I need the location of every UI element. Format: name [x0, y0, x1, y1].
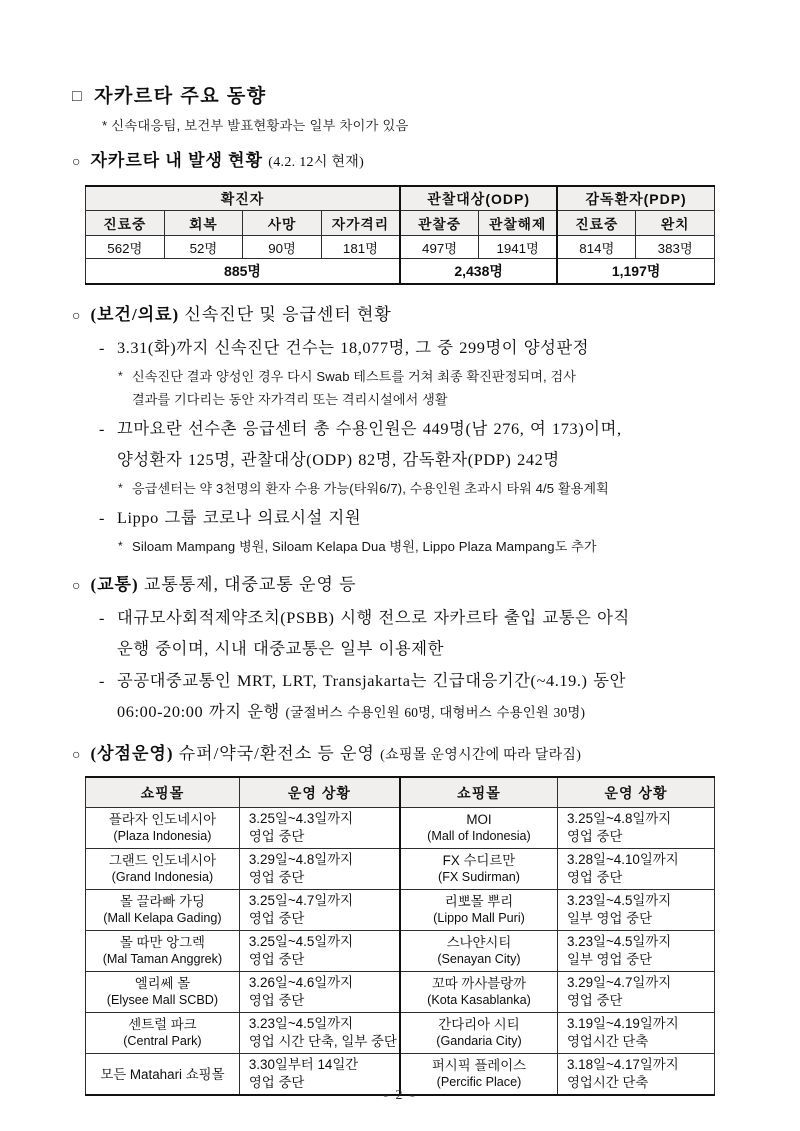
item-line-text: 공공대중교통인 MRT, LRT, Transjakarta는 긴급대응기간(~4.19.) 동안: [117, 671, 626, 690]
mall-name-en: (Grand Indonesia): [111, 870, 214, 884]
mall-name-cell: [86, 931, 240, 972]
mall-table-col-header: 운영 상황: [557, 777, 714, 808]
status-table-head: [86, 186, 715, 236]
mall-name-ko: 몰 끌라빠 가딩: [119, 894, 205, 909]
section-shops-suffix: (쇼핑몰 운영시간에 따라 달라짐): [380, 748, 582, 763]
section-item: [118, 477, 728, 500]
mall-status-period: 3.28일~4.10일까지: [566, 852, 679, 867]
section-status-suffix: (4.2. 12시 현재): [268, 155, 365, 170]
mall-table-row: [86, 890, 715, 931]
item-line: [117, 602, 728, 633]
mall-name-en: (Gandaria City): [436, 1034, 522, 1048]
item-line-text: Siloam Mampang 병원, Siloam Kelapa Dua 병원, Lippo Plaza Mampang도 추가: [132, 539, 597, 554]
mall-status-cell: [557, 890, 714, 931]
mall-status-text: 영업 중단: [248, 829, 305, 844]
status-table-values-row: [86, 236, 715, 259]
mall-status-period: 3.18일~4.17일까지: [566, 1057, 679, 1072]
mall-name-en: (Central Park): [123, 1034, 202, 1048]
item-line-text: 끄마요란 선수촌 응급센터 총 수용인원은 449명(남 276, 여 173)이며,: [117, 419, 622, 438]
mall-name-ko: 센트럴 파크: [128, 1017, 197, 1032]
section-shops-label: (상점운영): [90, 744, 174, 763]
mall-status-cell: [557, 931, 714, 972]
mall-name-cell: [400, 1013, 558, 1054]
mall-status-period: 3.23일~4.5일까지: [248, 1016, 354, 1031]
item-line: [132, 477, 728, 500]
mall-status-text: 영업 중단: [248, 1075, 305, 1090]
mall-table-body: [86, 808, 715, 1096]
status-table-group-header: 확진자: [86, 186, 401, 211]
mall-status-text: 일부 영업 중단: [566, 911, 653, 926]
section-item: [99, 332, 728, 363]
item-line-text: 06:00-20:00 까지 운행: [117, 702, 286, 721]
status-table-col-header: 자가격리: [321, 211, 400, 236]
section-health-heading: [72, 302, 728, 329]
mall-status-period: 3.25일~4.7일까지: [248, 893, 354, 908]
mall-name-ko: 엘리쎄 몰: [134, 976, 191, 991]
mall-status-cell: [239, 1013, 400, 1054]
mall-status-cell: [557, 972, 714, 1013]
status-table-group-header: 감독환자(PDP): [557, 186, 714, 211]
item-lines: [132, 365, 728, 411]
mall-name-ko: 모든 Matahari 쇼핑몰: [100, 1066, 225, 1082]
mall-status-period: 3.30일부터 14일간: [248, 1057, 359, 1072]
mall-status-period: 3.29일~4.7일까지: [566, 975, 672, 990]
status-table-group-header: 관찰대상(ODP): [400, 186, 557, 211]
mall-name-cell: [400, 972, 558, 1013]
circle-bullet-icon: ○: [72, 748, 82, 763]
mall-status-period: 3.29일~4.8일까지: [248, 852, 354, 867]
item-lines: [132, 535, 728, 558]
mall-name-cell: [400, 849, 558, 890]
mall-name-ko: 꼬따 까사블랑까: [431, 976, 527, 991]
mall-status-period: 3.23일~4.5일까지: [566, 893, 672, 908]
item-line-text: 3.31(화)까지 신속진단 건수는 18,077명, 그 중 299명이 양성판정: [117, 338, 590, 357]
item-line: [132, 388, 728, 411]
circle-bullet-icon: ○: [72, 155, 82, 170]
mall-status-text: 일부 영업 중단: [566, 952, 653, 967]
item-lines: [117, 332, 728, 363]
mall-status-text: 영업 중단: [248, 870, 305, 885]
status-table-value: 181명: [321, 236, 400, 259]
status-table-total: 885명: [86, 259, 401, 285]
section-health-title: 신속진단 및 응급센터 현황: [184, 305, 392, 324]
mall-name-ko: 플라자 인도네시아: [108, 812, 217, 827]
mall-table-row: [86, 931, 715, 972]
status-table-value: 52명: [164, 236, 243, 259]
item-line: [117, 502, 728, 533]
mall-name-cell: [86, 849, 240, 890]
doc-title: [72, 84, 728, 109]
mall-name-cell: [86, 890, 240, 931]
mall-name-en: (Mall of Indonesia): [427, 829, 531, 843]
item-line: [132, 535, 728, 558]
circle-bullet-icon: ○: [72, 579, 82, 594]
dash-bullet-icon: -: [99, 419, 106, 438]
section-status-heading: [72, 148, 728, 175]
section-health-label: (보건/의료): [90, 305, 180, 324]
dash-bullet-icon: -: [99, 338, 106, 357]
item-lines: [117, 413, 728, 475]
section-item: [118, 535, 728, 558]
section-item: [99, 602, 728, 664]
mall-status-period: 3.25일~4.8일까지: [566, 811, 672, 826]
mall-name-ko: 퍼시픽 플레이스: [431, 1058, 527, 1073]
mall-status-text: 영업 중단: [566, 993, 623, 1008]
item-lines: [117, 602, 728, 664]
item-line-text: 양성환자 125명, 관찰대상(ODP) 82명, 감독환자(PDP) 242명: [117, 450, 560, 469]
page-number: - 2 -: [383, 1088, 417, 1103]
status-table-value: 562명: [86, 236, 165, 259]
mall-name-en: (FX Sudirman): [438, 870, 520, 884]
mall-name-cell: [400, 890, 558, 931]
mall-status-text: 영업 중단: [566, 870, 623, 885]
status-table-value: 383명: [636, 236, 715, 259]
status-table-col-header: 관찰해제: [479, 211, 558, 236]
section-transport-label: (교통): [90, 575, 139, 594]
status-table-total: 2,438명: [400, 259, 557, 285]
dash-bullet-icon: -: [99, 508, 106, 527]
asterisk-icon: *: [118, 481, 123, 495]
mall-status-period: 3.25일~4.5일까지: [248, 934, 354, 949]
section-transport-title: 교통통제, 대중교통 운영 등: [143, 575, 357, 594]
mall-name-en: (Percific Place): [436, 1075, 522, 1089]
item-lines: [117, 665, 728, 728]
mall-name-ko: 리뽀몰 뿌리: [444, 894, 514, 909]
square-bullet-icon: □: [72, 88, 84, 105]
mall-name-ko: 그랜드 인도네시아: [108, 853, 217, 868]
item-line: [117, 696, 728, 728]
item-line-text: 결과를 기다리는 동안 자가격리 또는 격리시설에서 생활: [132, 392, 448, 407]
item-line: [117, 633, 728, 664]
mall-name-ko: FX 수디르만: [442, 853, 516, 868]
section-shops-title: 슈퍼/약국/환전소 등 운영: [178, 744, 375, 763]
asterisk-icon: *: [118, 539, 123, 553]
section-health-items: [72, 332, 728, 558]
dash-bullet-icon: -: [99, 671, 106, 690]
mall-name-en: (Elysee Mall SCBD): [106, 993, 219, 1007]
mall-status-cell: [557, 808, 714, 849]
status-table-columns-row: [86, 211, 715, 236]
status-table-value: 1941명: [479, 236, 558, 259]
mall-status-cell: [239, 849, 400, 890]
mall-status-text: 영업 중단: [248, 993, 305, 1008]
status-table-col-header: 사망: [243, 211, 322, 236]
mall-status-text: 영업시간 단축: [566, 1034, 649, 1049]
mall-name-en: (Plaza Indonesia): [113, 829, 212, 843]
item-line: [117, 413, 728, 444]
mall-status-text: 영업 중단: [248, 911, 305, 926]
mall-name-cell: [86, 972, 240, 1013]
mall-status-text: 영업 중단: [566, 829, 623, 844]
dash-bullet-icon: -: [99, 608, 106, 627]
section-transport-items: [72, 602, 728, 728]
mall-name-cell: [400, 931, 558, 972]
item-line-text: 응급센터는 약 3천명의 환자 수용 가능(타워6/7), 수용인원 초과시 타워 4/5 활용계획: [132, 481, 609, 496]
mall-table-col-header: 운영 상황: [239, 777, 400, 808]
item-lines: [117, 502, 728, 533]
mall-name-ko: 몰 따만 앙그렉: [119, 935, 205, 950]
status-table-col-header: 진료중: [86, 211, 165, 236]
section-transport-heading: [72, 572, 728, 599]
mall-status-cell: [239, 890, 400, 931]
mall-status-period: 3.26일~4.6일까지: [248, 975, 354, 990]
section-item: [99, 665, 728, 728]
mall-name-en: (Kota Kasablanka): [427, 993, 531, 1007]
section-status-title: 자카르타 내 발생 현황: [90, 151, 264, 170]
item-line-text: 신속진단 결과 양성인 경우 다시 Swab 테스트를 거쳐 최종 확진판정되며, 검사: [132, 369, 576, 384]
status-table-col-header: 회복: [164, 211, 243, 236]
status-table-body: [86, 236, 715, 285]
status-table-col-header: 관찰중: [400, 211, 479, 236]
section-item: [99, 413, 728, 475]
mall-table: [85, 776, 715, 1096]
mall-name-cell: [400, 808, 558, 849]
mall-status-text: 영업 중단: [248, 952, 305, 967]
status-table-value: 90명: [243, 236, 322, 259]
mall-status-text: 영업시간 단축: [566, 1075, 649, 1090]
mall-status-cell: [557, 1013, 714, 1054]
mall-name-ko: MOI: [466, 812, 492, 827]
mall-name-en: (Senayan City): [437, 952, 521, 966]
item-line: [132, 365, 728, 388]
mall-status-text: 영업 시간 단축, 일부 중단: [248, 1034, 397, 1049]
mall-status-period: 3.23일~4.5일까지: [566, 934, 672, 949]
status-table-col-header: 완치: [636, 211, 715, 236]
mall-status-period: 3.19일~4.19일까지: [566, 1016, 679, 1031]
status-table-total: 1,197명: [557, 259, 714, 285]
mall-table-col-header: 쇼핑몰: [400, 777, 558, 808]
section-item: [99, 502, 728, 533]
item-line: [117, 332, 728, 363]
status-table-value: 814명: [557, 236, 636, 259]
status-table-col-header: 진료중: [557, 211, 636, 236]
item-line: [117, 665, 728, 696]
mall-status-cell: [557, 849, 714, 890]
status-table-value: 497명: [400, 236, 479, 259]
status-table-group-row: [86, 186, 715, 211]
mall-table-row: [86, 808, 715, 849]
mall-status-cell: [239, 931, 400, 972]
mall-name-ko: 간다리아 시티: [438, 1017, 520, 1032]
mall-name-en: (Lippo Mall Puri): [433, 911, 525, 925]
mall-table-row: [86, 972, 715, 1013]
mall-name-cell: [86, 808, 240, 849]
mall-status-cell: [239, 972, 400, 1013]
mall-table-row: [86, 849, 715, 890]
item-line-note: (굴절버스 수용인원 60명, 대형버스 수용인원 30명): [285, 705, 586, 720]
item-line-text: 운행 중이며, 시내 대중교통은 일부 이용제한: [117, 639, 444, 658]
item-lines: [132, 477, 728, 500]
item-line: [117, 444, 728, 475]
doc-note: * 신속대응팀, 보건부 발표현황과는 일부 차이가 있음: [102, 118, 409, 133]
item-line-text: 대규모사회적제약조치(PSBB) 시행 전으로 자카르타 출입 교통은 아직: [117, 608, 630, 627]
mall-name-en: (Mal Taman Anggrek): [102, 952, 223, 966]
mall-table-head: [86, 777, 715, 808]
section-item: [118, 365, 728, 411]
section-shops-heading: [72, 741, 728, 768]
circle-bullet-icon: ○: [72, 309, 82, 324]
mall-name-cell: [86, 1013, 240, 1054]
mall-name-en: (Mall Kelapa Gading): [103, 911, 222, 925]
mall-name-ko: 스나얀시티: [446, 935, 512, 950]
item-line-text: Lippo 그룹 코로나 의료시설 지원: [117, 508, 362, 527]
mall-status-cell: [239, 808, 400, 849]
doc-title-text: 자카르타 주요 동향: [94, 86, 267, 107]
mall-status-period: 3.25일~4.3일까지: [248, 811, 354, 826]
mall-table-header-row: [86, 777, 715, 808]
asterisk-icon: *: [118, 369, 123, 383]
mall-table-row: [86, 1013, 715, 1054]
status-table: [85, 185, 715, 285]
mall-table-col-header: 쇼핑몰: [86, 777, 240, 808]
status-table-totals-row: [86, 259, 715, 285]
